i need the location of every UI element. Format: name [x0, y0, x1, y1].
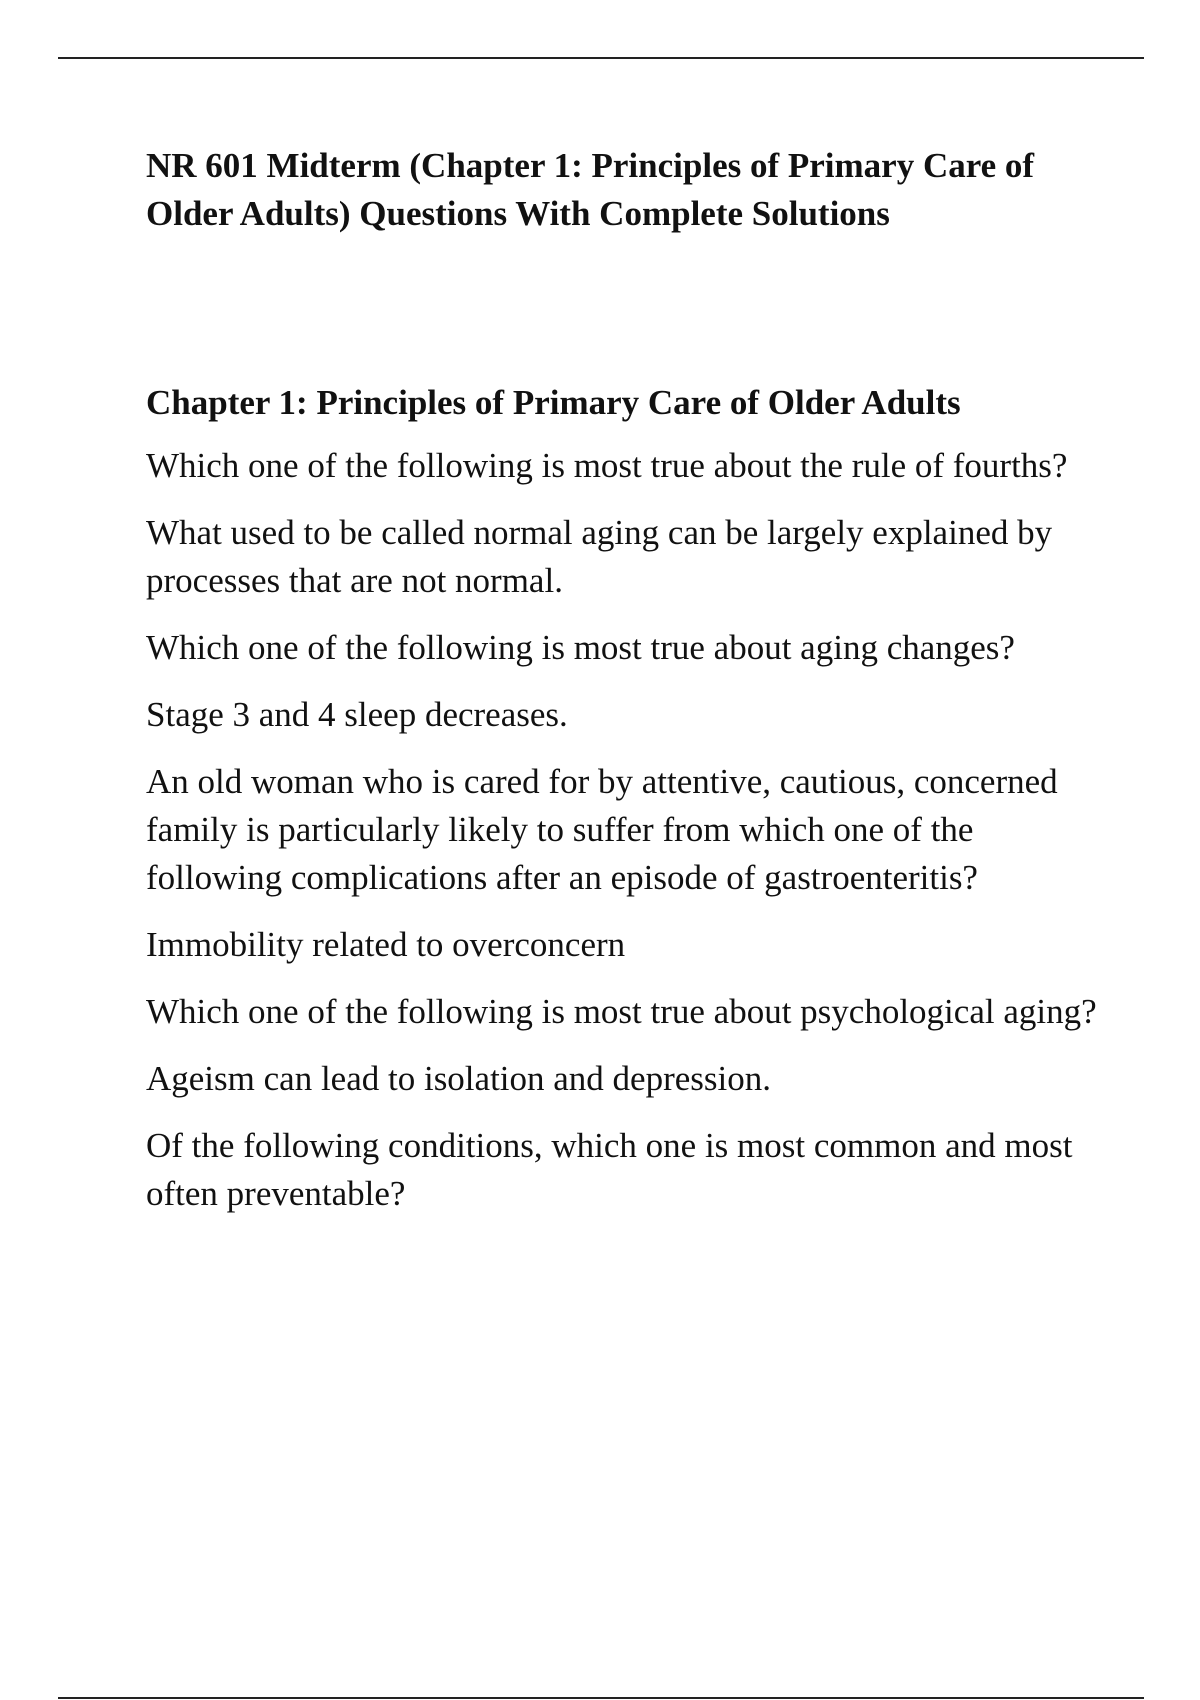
question-4: Which one of the following is most true about psychological aging?	[146, 992, 1097, 1031]
top-divider	[58, 57, 1144, 59]
answer-2: Stage 3 and 4 sleep decreases.	[146, 695, 568, 734]
answer-4: Ageism can lead to isolation and depression.	[146, 1059, 771, 1098]
document-title: NR 601 Midterm (Chapter 1: Principles of Primary Care of Older Adults) Questions With Complete Solutions	[146, 146, 1035, 233]
page-content	[146, 142, 1106, 1218]
question-answer-list	[146, 442, 1106, 1218]
answer-1: What used to be called normal aging can be largely explained by processes that are not normal.	[146, 513, 1053, 600]
question-2: Which one of the following is most true about aging changes?	[146, 628, 1015, 667]
question-1: Which one of the following is most true about the rule of fourths?	[146, 446, 1068, 485]
chapter-heading: Chapter 1: Principles of Primary Care of Older Adults	[146, 383, 961, 422]
question-5: Of the following conditions, which one is most common and most often preventable?	[146, 1126, 1073, 1213]
bottom-divider	[58, 1697, 1144, 1699]
question-3: An old woman who is cared for by attentive, cautious, concerned family is particularly likely to suffer from which one of the following complications after an episode of gastroenteritis?	[146, 762, 1058, 897]
answer-3: Immobility related to overconcern	[146, 925, 626, 964]
